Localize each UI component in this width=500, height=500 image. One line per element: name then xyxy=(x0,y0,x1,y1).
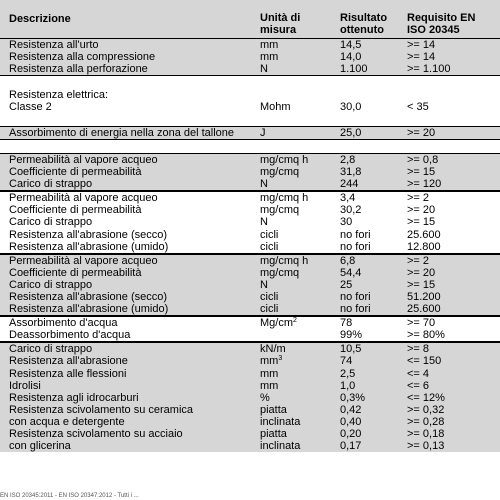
row-result: 30,0 xyxy=(340,101,362,114)
row-unit: piatta xyxy=(260,428,287,441)
row-unit: kN/m xyxy=(260,343,286,356)
row-description: Resistenza all'urto xyxy=(9,39,99,51)
row-unit: inclinata xyxy=(260,415,301,428)
header-description: Descrizione xyxy=(9,13,71,25)
row-description: Idrolisi xyxy=(9,379,41,392)
row-result: 6,8 xyxy=(340,254,356,267)
footnote: EN ISO 20345:2011 - EN ISO 20347:2012 - Tutti i ... xyxy=(0,493,139,499)
row-result: 74 xyxy=(340,355,353,368)
header-requirement-line1: Requisito EN xyxy=(407,12,476,24)
row-unit: N xyxy=(260,178,268,191)
row-unit: cicli xyxy=(260,303,279,316)
row-unit: piatta xyxy=(260,403,287,416)
row-requirement: >= 70 xyxy=(407,317,436,330)
row-result: 1,0 xyxy=(340,379,356,392)
table-row xyxy=(0,38,500,51)
row-description: Permeabilità al vapore acqueo xyxy=(9,254,158,267)
row-result: 99% xyxy=(340,329,363,342)
table-row xyxy=(0,101,500,113)
table-row xyxy=(0,191,500,204)
table-row xyxy=(0,113,500,126)
row-result: no fori xyxy=(340,303,371,316)
row-result: no fori xyxy=(340,290,371,303)
row-requirement: >= 2 xyxy=(407,254,430,267)
table-row xyxy=(0,63,500,76)
row-requirement: < 35 xyxy=(407,101,429,114)
row-description: con acqua e detergente xyxy=(9,415,125,428)
row-requirement: 25.600 xyxy=(407,303,441,316)
row-requirement: <= 4 xyxy=(407,367,430,380)
row-unit: mg/cmq xyxy=(260,166,300,179)
row-description: Resistenza all'abrasione (secco) xyxy=(9,228,168,241)
table-header xyxy=(0,0,500,38)
header-result-line2: ottenuto xyxy=(340,24,384,36)
row-result: 14,5 xyxy=(340,39,362,51)
row-unit: mg/cmq h xyxy=(260,254,309,267)
row-description: Resistenza elettrica: xyxy=(9,89,109,102)
row-description: Permeabilità al vapore acqueo xyxy=(9,153,158,166)
row-description: Assorbimento di energia nella zona del tallone xyxy=(9,127,235,140)
row-requirement: >= 8 xyxy=(407,343,430,356)
table-row xyxy=(0,428,500,440)
row-requirement: >= 2 xyxy=(407,192,430,205)
row-result: 1.100 xyxy=(340,63,368,76)
row-requirement: >= 0,13 xyxy=(407,440,445,453)
row-result: 25 xyxy=(340,278,353,291)
row-result: 30,2 xyxy=(340,204,362,217)
row-description: Carico di strappo xyxy=(9,343,93,356)
row-description: Classe 2 xyxy=(9,101,52,114)
row-result: 0,20 xyxy=(340,428,362,441)
table-row xyxy=(0,89,500,101)
row-unit: N xyxy=(260,278,268,291)
table-row xyxy=(0,140,500,153)
row-result: 0,17 xyxy=(340,440,362,453)
row-description: Coefficiente di permeabilità xyxy=(9,166,142,179)
row-result: 2,5 xyxy=(340,367,356,380)
table-row xyxy=(0,166,500,178)
row-requirement: >= 15 xyxy=(407,166,436,179)
row-result: no fori xyxy=(340,240,371,253)
row-unit: cicli xyxy=(260,240,279,253)
row-requirement: >= 80% xyxy=(407,329,445,342)
row-description: Resistenza agli idrocarburi xyxy=(9,391,139,404)
row-unit: mm xyxy=(260,39,279,51)
row-unit: N xyxy=(260,63,268,76)
row-description: Resistenza all'abrasione xyxy=(9,355,128,368)
row-requirement: >= 120 xyxy=(407,178,442,191)
header-requirement-line2: ISO 20345 xyxy=(407,24,460,36)
table-row xyxy=(0,329,500,342)
row-description: Permeabilità al vapore acqueo xyxy=(9,192,158,205)
table-row xyxy=(0,355,500,367)
table-body xyxy=(0,38,500,452)
row-unit: N xyxy=(260,216,268,229)
row-result: 0,3% xyxy=(340,391,366,404)
row-unit: mg/cmq xyxy=(260,204,300,217)
table-row xyxy=(0,76,500,89)
row-result: 14,0 xyxy=(340,51,362,64)
row-description: Resistenza all'abrasione (umido) xyxy=(9,303,169,316)
row-description: Resistenza alla perforazione xyxy=(9,63,148,76)
row-description: Carico di strappo xyxy=(9,178,93,191)
row-description: Deassorbimento d'acqua xyxy=(9,329,131,342)
row-requirement: >= 0,28 xyxy=(407,415,445,428)
table-row xyxy=(0,267,500,279)
table-row xyxy=(0,51,500,63)
row-requirement: >= 1.100 xyxy=(407,63,451,76)
row-result: 31,8 xyxy=(340,166,362,179)
row-result: 25,0 xyxy=(340,127,362,140)
header-unit-line1: Unità di xyxy=(260,12,301,24)
row-unit: mg/cmq h xyxy=(260,153,309,166)
row-unit: mg/cmq xyxy=(260,266,300,279)
row-description: Coefficiente di permeabilità xyxy=(9,204,142,217)
row-requirement: >= 0,8 xyxy=(407,153,439,166)
table-row xyxy=(0,380,500,392)
row-description: Resistenza all'abrasione (secco) xyxy=(9,290,168,303)
row-requirement: <= 12% xyxy=(407,391,445,404)
row-description: Carico di strappo xyxy=(9,216,93,229)
table-row xyxy=(0,303,500,316)
row-unit: $Mg/cm^2$ xyxy=(260,317,297,330)
unit-superscript: 3 xyxy=(278,355,283,363)
table-row xyxy=(0,316,500,329)
row-description: Resistenza scivolamento su ceramica xyxy=(9,403,194,416)
row-requirement: <= 6 xyxy=(407,379,430,392)
table-row xyxy=(0,126,500,140)
row-unit: $mm^3$ xyxy=(260,355,283,368)
table-row xyxy=(0,416,500,428)
row-description: Resistenza scivolamento su acciaio xyxy=(9,428,183,441)
row-requirement: >= 14 xyxy=(407,51,436,64)
row-description: Carico di strappo xyxy=(9,278,93,291)
header-unit-line2: misura xyxy=(260,24,297,36)
row-requirement: 12.800 xyxy=(407,240,441,253)
table-row xyxy=(0,229,500,241)
row-result: no fori xyxy=(340,228,371,241)
row-result: 2,8 xyxy=(340,153,356,166)
row-result: 10,5 xyxy=(340,343,362,356)
table-row xyxy=(0,178,500,191)
unit-superscript: 2 xyxy=(293,317,297,325)
row-requirement: 25.600 xyxy=(407,228,441,241)
row-description: Coefficiente di permeabilità xyxy=(9,266,142,279)
table-row xyxy=(0,241,500,254)
table-row xyxy=(0,279,500,291)
row-unit: J xyxy=(260,127,266,140)
row-result: 3,4 xyxy=(340,192,356,205)
row-description: Resistenza alle flessioni xyxy=(9,367,127,380)
row-result: 0,42 xyxy=(340,403,362,416)
table-row xyxy=(0,368,500,380)
row-requirement: >= 14 xyxy=(407,39,436,51)
row-unit: Mohm xyxy=(260,101,291,114)
row-requirement: >= 0,18 xyxy=(407,428,445,441)
row-result: 54,4 xyxy=(340,266,362,279)
table-row xyxy=(0,291,500,303)
row-description: Resistenza all'abrasione (umido) xyxy=(9,240,169,253)
row-unit: mm xyxy=(260,379,279,392)
row-description: Resistenza alla compressione xyxy=(9,51,156,64)
table-row xyxy=(0,404,500,416)
row-unit: cicli xyxy=(260,228,279,241)
row-requirement: >= 15 xyxy=(407,278,436,291)
table-row xyxy=(0,204,500,216)
row-unit: mg/cmq h xyxy=(260,192,309,205)
row-requirement: >= 20 xyxy=(407,204,436,217)
row-requirement: >= 20 xyxy=(407,127,436,140)
table-row xyxy=(0,153,500,166)
row-result: 78 xyxy=(340,317,353,330)
row-unit: cicli xyxy=(260,290,279,303)
row-requirement: <= 150 xyxy=(407,355,442,368)
header-result-line1: Risultato xyxy=(340,12,388,24)
row-requirement: 51.200 xyxy=(407,290,441,303)
row-result: 30 xyxy=(340,216,353,229)
row-unit: mm xyxy=(260,51,279,64)
row-requirement: >= 15 xyxy=(407,216,436,229)
row-unit: inclinata xyxy=(260,440,301,453)
table-row xyxy=(0,254,500,267)
row-description: Assorbimento d'acqua xyxy=(9,317,118,330)
row-description: con glicerina xyxy=(9,440,71,453)
row-unit: mm xyxy=(260,367,279,380)
row-unit: % xyxy=(260,391,270,404)
row-requirement: >= 20 xyxy=(407,266,436,279)
table-row xyxy=(0,216,500,228)
row-result: 0,40 xyxy=(340,415,362,428)
row-result: 244 xyxy=(340,178,359,191)
table-row xyxy=(0,392,500,404)
table-row xyxy=(0,342,500,355)
table-row xyxy=(0,440,500,452)
row-requirement: >= 0,32 xyxy=(407,403,445,416)
